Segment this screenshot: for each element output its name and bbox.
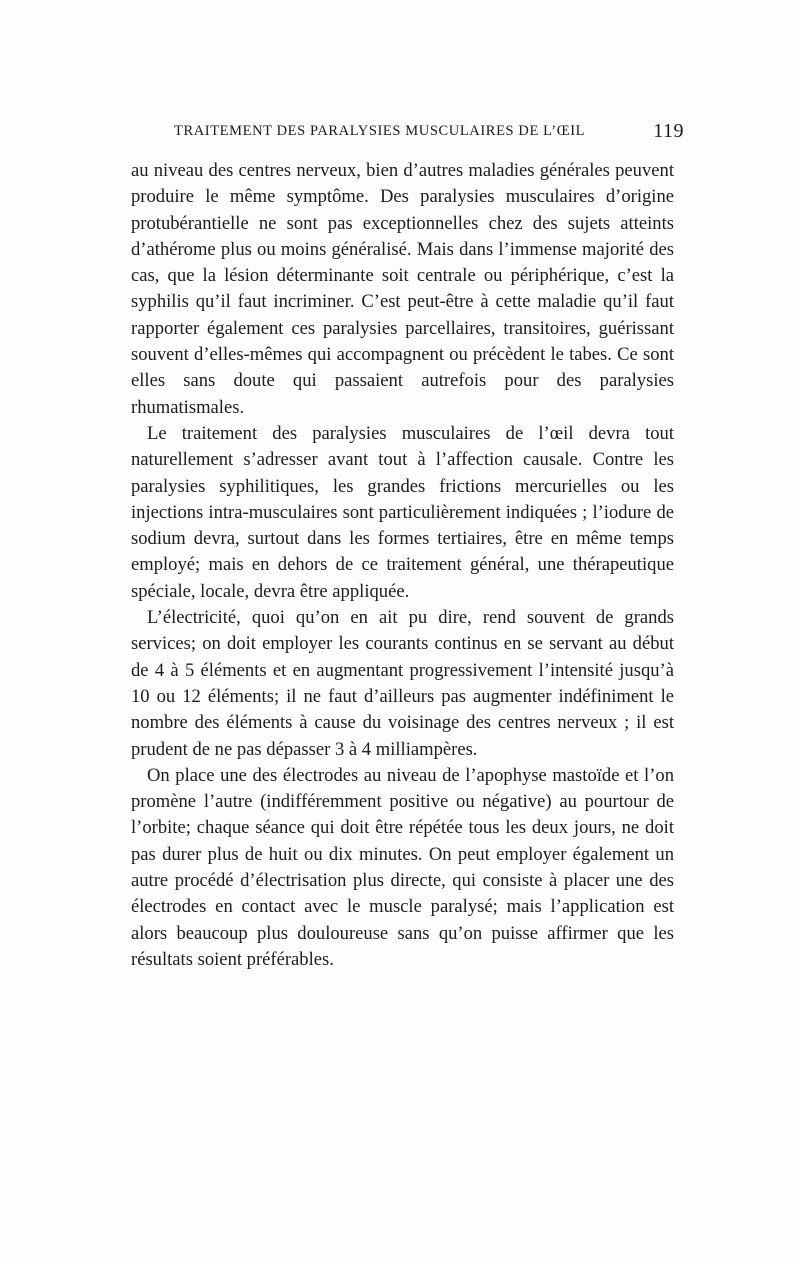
paragraph-electrodes: On place une des électrodes au niveau de l’apophyse mastoïde et l’on promène l’autre (indifféremment positive ou négative) au pourtour de l’orbite; chaque séance qui doit être répétée tous les deux jours, ne doit pas durer plus de huit ou dix minutes. On peut employer également un autre procédé d’électrisation plus directe, qui consiste à placer une des électrodes en contact avec le muscle paralysé; mais l’application est alors beaucoup plus douloureuse sans qu’on puisse affirmer que les résultats soient préférables. <box>131 764 674 970</box>
page-header <box>174 121 684 151</box>
paragraph-electricity: L’électricité, quoi qu’on en ait pu dire, rend souvent de grands services; on doit employer les courants continus en se servant au début de 4 à 5 éléments et en augmentant progressivement l’intensité jusqu’à 10 ou 12 éléments; il ne faut d’ailleurs pas augmenter indéfiniment le nombre des éléments à cause du voisinage des centres nerveux ; il est prudent de ne pas dépasser 3 à 4 milliampères. <box>131 607 674 760</box>
body-text <box>131 158 674 973</box>
paragraph-continuation: au niveau des centres nerveux, bien d’autres maladies générales peuvent produire le même symptôme. Des paralysies musculaires d’origine protubérantielle ne sont pas exceptionnelles chez des sujets atteints d’athérome plus ou moins généralisé. Mais dans l’immense majorité des cas, que la lésion déterminante soit centrale ou périphérique, c’est la syphilis qu’il faut incriminer. C’est peut-être à cette maladie qu’il faut rapporter également ces paralysies parcellaires, transitoires, guérissant souvent d’elles-mêmes qui accompagnent ou précèdent le tabes. Ce sont elles sans doute qui passaient autrefois pour des paralysies rhumatismales. <box>131 160 674 418</box>
page-number: 119 <box>653 120 684 142</box>
paragraph-treatment: Le traitement des paralysies musculaires de l’œil devra tout naturellement s’adresser avant tout à l’affection causale. Contre les paralysies syphilitiques, les grandes frictions mercurielles ou les injections intra-musculaires sont particulièrement indiquées ; l’iodure de sodium devra, surtout dans les formes tertiaires, être en même temps employé; mais en dehors de ce traitement général, une thérapeutique spéciale, locale, devra être appliquée. <box>131 422 674 602</box>
running-head: TRAITEMENT DES PARALYSIES MUSCULAIRES DE L’ŒIL <box>174 123 586 139</box>
